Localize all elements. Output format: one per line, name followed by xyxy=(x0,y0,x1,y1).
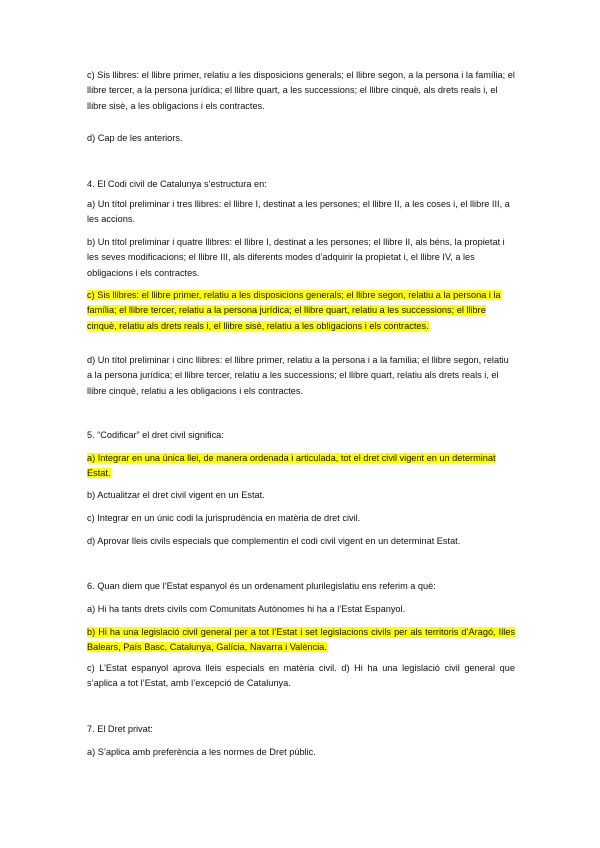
q5-option-b: b) Actualitzar el dret civil vigent en un Estat. xyxy=(87,490,265,500)
q6-question: 6. Quan diem que l’Estat espanyol és un ordenament plurilegislatiu ens referim a què: xyxy=(87,581,436,591)
q5-option-a xyxy=(87,451,515,482)
q7-option-a: a) S’aplica amb preferència a les normes de Dret públic. xyxy=(87,747,316,757)
q6-option-cd: c) L’Estat espanyol aprova lleis especials en matèria civil. d) Hi ha una legislació civil general que s’aplica a tot l’Estat, amb l’excepció de Catalunya. xyxy=(87,663,515,689)
q5-option-d: d) Aprovar lleis civils especials que complementin el codi civil vigent en un determinat Estat. xyxy=(87,536,461,546)
q7-question: 7. El Dret privat: xyxy=(87,724,153,734)
q3-option-c: c) Sis llibres: el llibre primer, relatiu a les disposicions generals; el llibre segon, a la persona i la família; el llibre tercer, a la persona jurídica; el llibre quart, a les successions; el llibre cinquè, als drets reals i, el llibre sisè, a les obligacions i els contractes. xyxy=(87,70,515,111)
q5-question: 5. “Codificar” el dret civil significa: xyxy=(87,430,224,440)
q5-option-a-highlight: a) Integrar en una única llei, de manera ordenada i articulada, tot el dret civil vigent en un determinat Estat. xyxy=(87,453,496,479)
q4-option-c-highlight: c) Sis llibres: el llibre primer, relatiu a les disposicions generals; el llibre segon, relatiu a la persona i la família; el llibre tercer, relatiu a la persona jurídica; el llibre quart, relatiu a les successions; el llibre cinquè, relatiu als drets reals i, el llibre sisè, relatiu a les obligacions i els contractes. xyxy=(87,290,501,331)
q6-option-a: a) Hi ha tants drets civils com Comunitats Autònomes hi ha a l’Estat Espanyol. xyxy=(87,604,406,614)
q5-option-c: c) Integrar en un únic codi la jurisprudència en matèria de dret civil. xyxy=(87,513,361,523)
q3-option-d: d) Cap de les anteriors. xyxy=(87,133,183,143)
q4-question: 4. El Codi civil de Catalunya s’estructura en: xyxy=(87,179,267,189)
q4-option-c xyxy=(87,288,515,334)
q6-option-b xyxy=(87,625,515,656)
q4-option-a: a) Un títol preliminar i tres llibres: el llibre I, destinat a les persones; el llibre II, a les coses i, el llibre III, a les accions. xyxy=(87,199,510,225)
q4-option-d: d) Un títol preliminar i cinc llibres: el llibre primer, relatiu a la persona i a la família; el llibre segon, relatiu a la persona jurídica; el llibre tercer, relatiu a les successions; el llibre quart, relatiu als drets reals i, el llibre cinquè, relatiu a les obligacions i els contractes. xyxy=(87,355,509,396)
q4-option-b: b) Un títol preliminar i quatre llibres: el llibre I, destinat a les persones; el llibre II, als béns, la propietat i les seves modificacions; el llibre III, als diferents modes d’adquirir la propietat i, el llibre IV, a les obligacions i els contractes. xyxy=(87,237,505,278)
q6-option-b-highlight: b) Hi ha una legislació civil general per a tot l’Estat i set legislacions civils per als territoris d’Aragó, Illes Balears, País Basc, Catalunya, Galícia, Navarra i València. xyxy=(87,627,515,653)
